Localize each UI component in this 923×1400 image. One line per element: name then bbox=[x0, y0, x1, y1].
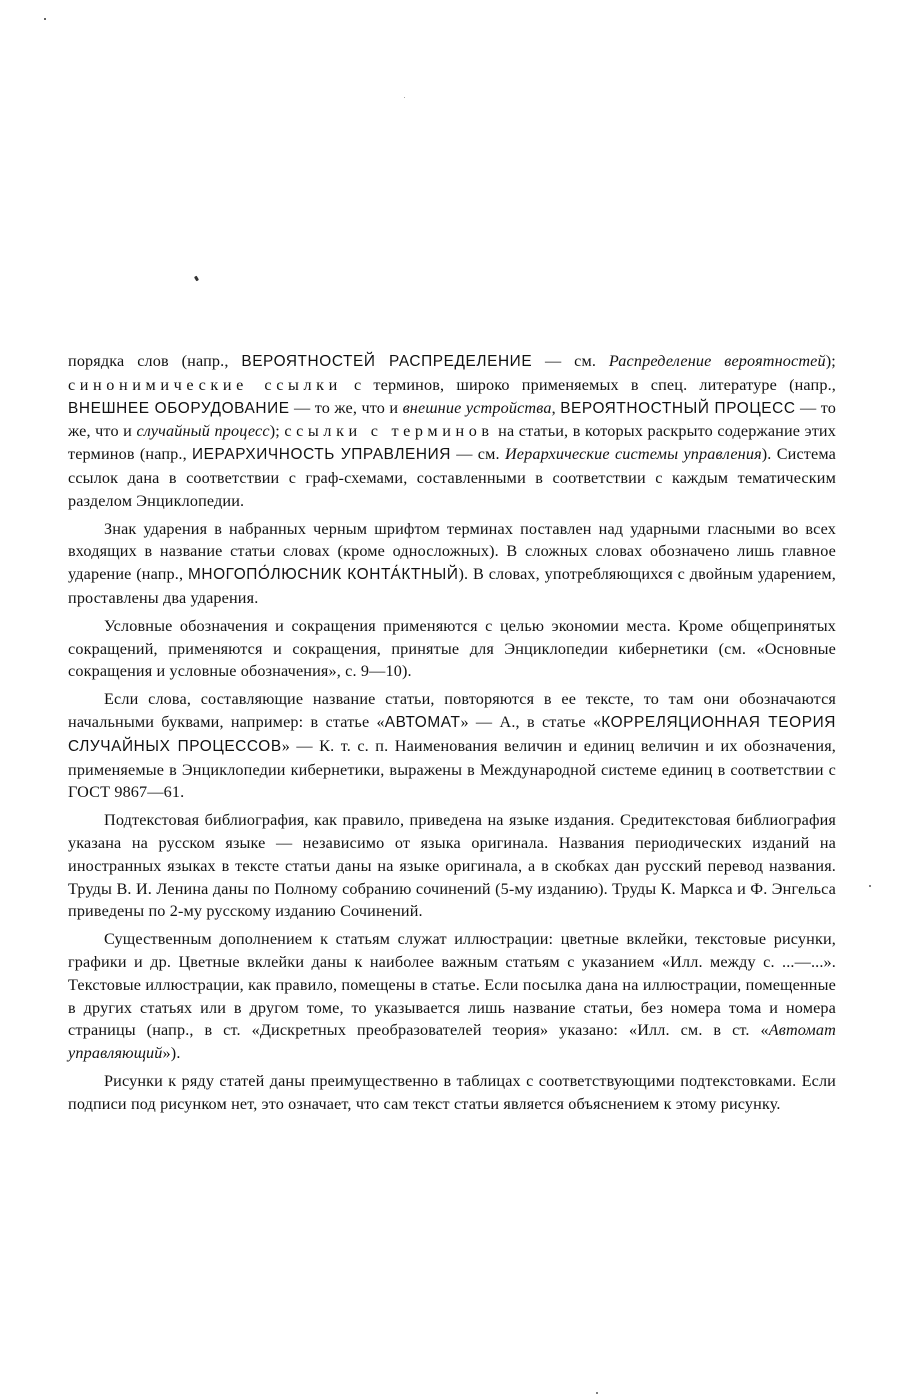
paragraph bbox=[68, 688, 836, 804]
text-run: порядка слов (напр., bbox=[68, 352, 242, 370]
term-heading: ВНЕШНЕЕ ОБОРУДОВАНИЕ bbox=[68, 399, 290, 417]
term-heading: ВЕРОЯТНОСТЕЙ РАСПРЕДЕЛЕНИЕ bbox=[241, 353, 533, 370]
italic-reference: внешние устройства bbox=[402, 398, 552, 417]
scan-speck bbox=[404, 97, 405, 98]
term-heading: ИЕРАРХИЧНОСТЬ УПРАВЛЕНИЯ bbox=[192, 446, 451, 464]
text-run: с терминов, широко применяемых в спец. литературе (напр., bbox=[341, 375, 836, 394]
text-run: ). В словах, употребляющихся с двойным ударением, проставлены два ударения. bbox=[68, 565, 836, 607]
paragraph bbox=[68, 928, 836, 1065]
text-run: Существенным дополнением к статьям служат иллюстрации: цветные вклейки, текстовые рисунки, графики и др. Цветные вклейки даны к наиболее важным статьям с указанием «Илл. между с. ...—...». Текстовые иллюстрации, как правило, помещены в статье. Если посылка дана на иллюстрации, помещенные в других статьях или в другом томе, то указывается лишь название статьи, без номера тома и номера страницы (напр., в ст. «Дискретных преобразователей теория» указано: «Илл. см. в ст. « bbox=[68, 930, 836, 1040]
scan-speck bbox=[869, 885, 871, 887]
term-heading: АВТОМАТ bbox=[384, 713, 461, 731]
term-heading: МНОГОПО́ЛЮСНИК КОНТА́КТНЫЙ bbox=[187, 566, 459, 584]
text-run: на статьи, в которых раскрыто содержание этих терминов (напр., bbox=[68, 422, 836, 464]
italic-reference: Иерархические системы управления bbox=[504, 445, 762, 464]
paragraph bbox=[68, 1070, 836, 1116]
text-run: — см. bbox=[532, 352, 609, 370]
text-run: » — А., в статье « bbox=[460, 712, 602, 731]
text-run: , bbox=[551, 398, 561, 417]
paragraph bbox=[68, 809, 836, 923]
spaced-emphasis: синонимические ссылки bbox=[68, 375, 342, 394]
text-run: Знак ударения в набранных черным шрифтом терминах поставлен над ударными гласными во всех входящих в название статьи словах (кроме односложных). В сложных словах обозначено лишь главное ударение (напр., bbox=[68, 519, 836, 584]
text-run: ); bbox=[269, 422, 285, 441]
scan-speck bbox=[596, 1392, 598, 1394]
text-run: Подтекстовая библиография, как правило, приведена на языке издания. Средитекстовая библиография указана на русском языке — независимо от языка оригинала. Названия периодических изданий на иностранных языках в тексте статьи даны на языке оригинала, а в скобках дан русский перевод названия. Труды В. И. Ленина даны по Полному собранию сочинений (5-му изданию). Труды К. Маркса и Ф. Энгельса приведены по 2-му русскому изданию Сочинений. bbox=[68, 811, 836, 921]
spaced-emphasis: ссылки с терминов bbox=[284, 422, 494, 441]
body-text bbox=[68, 350, 836, 1121]
text-run: »). bbox=[162, 1044, 181, 1063]
text-run: ); bbox=[825, 352, 836, 370]
text-run: — то же, что и bbox=[68, 398, 836, 441]
text-run: » — К. т. с. п. Наименования величин и единиц величин и их обозначения, применяемые в Энциклопедии кибернетики, выражены в Международной системе единиц в соответствии с ГОСТ 9867—61. bbox=[68, 736, 836, 802]
scan-speck bbox=[44, 18, 46, 20]
scan-speck bbox=[194, 276, 199, 282]
paragraph bbox=[68, 518, 836, 610]
paragraph bbox=[68, 350, 836, 513]
text-run: Если слова, составляющие название статьи, повторяются в ее тексте, то там они обозначаются начальными буквами, например: в статье « bbox=[68, 690, 836, 731]
term-heading: КОРРЕЛЯЦИОННАЯ ТЕОРИЯ СЛУЧАЙНЫХ ПРОЦЕССОВ bbox=[68, 713, 836, 755]
text-run: ). Система ссылок дана в соответствии с граф-схемами, составленными в соответствии с каждым тематическим разделом Энциклопедии. bbox=[68, 445, 836, 510]
text-run: — то же, что и bbox=[289, 398, 403, 417]
italic-reference: случайный процесс bbox=[136, 422, 270, 441]
text-run: Рисунки к ряду статей даны преимущественно в таблицах с соответствующими подтекстовками. Если подписи под рисунком нет, это означает, что сам текст статьи является объяснением к этому рисунку. bbox=[68, 1071, 836, 1113]
paragraph bbox=[68, 615, 836, 683]
text-run: — см. bbox=[450, 445, 505, 464]
text-run: Условные обозначения и сокращения применяются с целью экономии места. Кроме общепринятых сокращений, применяются и сокращения, принятые для Энциклопедии кибернетики (см. «Основные сокращения и условные обозначения», с. 9—10). bbox=[68, 616, 836, 681]
italic-reference: Автомат управляющий bbox=[68, 1021, 836, 1063]
italic-reference: Распределение вероятностей bbox=[608, 352, 826, 370]
term-heading: ВЕРОЯТНОСТНЫЙ ПРОЦЕСС bbox=[560, 399, 796, 417]
